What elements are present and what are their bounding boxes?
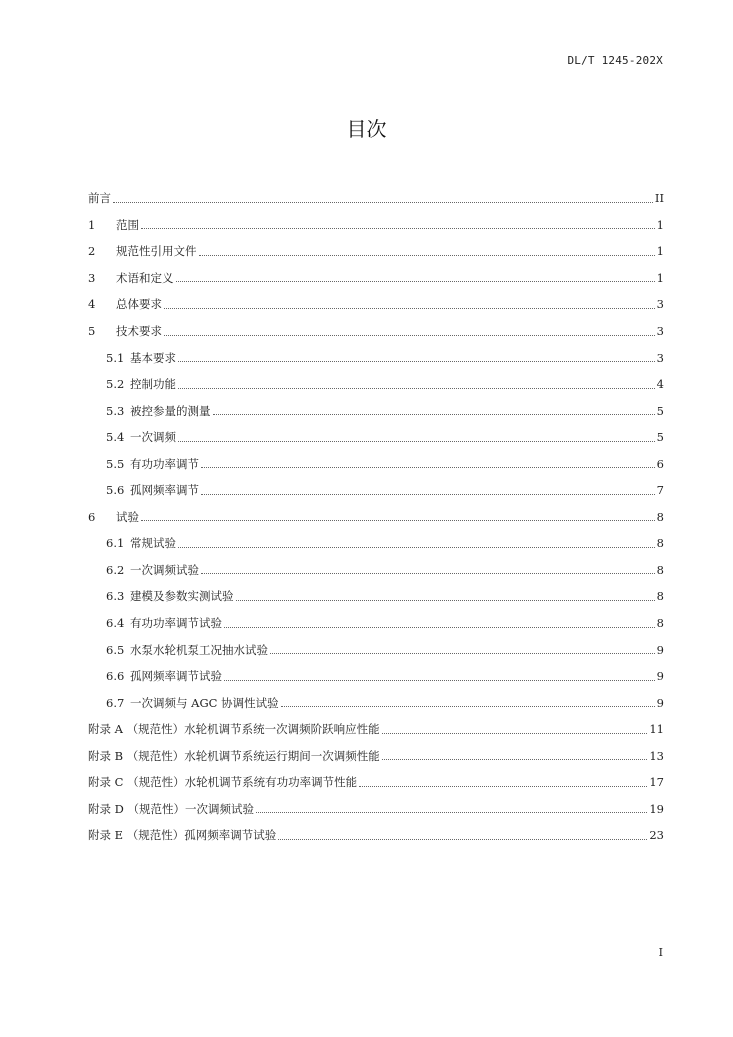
- toc-entry[interactable]: [88, 716, 664, 743]
- toc-entry-label: 范围: [116, 217, 139, 232]
- document-code: DL/T 1245-202X: [567, 54, 663, 67]
- toc-entry-label: 附录 E （规范性）孤网频率调节试验: [88, 828, 277, 843]
- toc-entry-label: 附录 A （规范性）水轮机调节系统一次调频阶跃响应性能: [88, 722, 380, 737]
- toc-entry-page: 1: [656, 217, 664, 232]
- toc-leader-dots: [199, 255, 655, 256]
- toc-entry[interactable]: [88, 212, 664, 239]
- toc-entry-label: 一次调频: [130, 430, 176, 445]
- toc-entry-page: 1: [656, 244, 664, 259]
- page-number: I: [658, 946, 663, 959]
- toc-entry[interactable]: [88, 318, 664, 345]
- toc-leader-dots: [201, 494, 655, 495]
- toc-entry[interactable]: [88, 610, 664, 637]
- toc-entry-label: 总体要求: [116, 297, 162, 312]
- toc-entry-page: 8: [656, 562, 664, 577]
- toc-entry-number: 5: [88, 324, 96, 338]
- toc-leader-dots: [178, 547, 655, 548]
- toc-leader-dots: [224, 680, 655, 681]
- toc-entry[interactable]: [88, 504, 664, 531]
- toc-entry[interactable]: [88, 583, 664, 610]
- toc-entry[interactable]: [88, 265, 664, 292]
- toc-entry-label: 建模及参数实测试验: [130, 589, 234, 604]
- toc-entry-page: 9: [656, 695, 664, 710]
- toc-entry-number: 6.5: [106, 642, 125, 657]
- toc-entry-label: 有功功率调节试验: [130, 616, 222, 631]
- toc-entry-label: 规范性引用文件: [116, 244, 197, 259]
- toc-entry-page: 8: [656, 536, 664, 551]
- toc-entry-page: 9: [656, 669, 664, 684]
- toc-entry-page: 8: [656, 589, 664, 604]
- toc-entry-page: 17: [649, 775, 664, 790]
- toc-leader-dots: [178, 361, 655, 362]
- toc-entry-label: 术语和定义: [116, 270, 174, 285]
- toc-entry-number: 5.5: [106, 456, 125, 471]
- toc-entry-number: 2: [88, 244, 96, 259]
- toc-entry-number: 6.3: [106, 589, 125, 604]
- toc-leader-dots: [178, 388, 655, 389]
- page-title: 目次: [346, 117, 387, 141]
- toc-leader-dots: [113, 202, 653, 203]
- toc-entry[interactable]: [88, 822, 664, 849]
- toc-entry[interactable]: [88, 238, 664, 265]
- toc-leader-dots: [141, 228, 655, 229]
- toc-entry-page: 5: [656, 430, 664, 445]
- toc-leader-dots: [256, 812, 647, 813]
- toc-entry-page: 5: [656, 403, 664, 418]
- toc-entry[interactable]: [88, 344, 664, 371]
- toc-entry-label: 基本要求: [130, 350, 176, 365]
- toc-entry-label: 附录 B （规范性）水轮机调节系统运行期间一次调频性能: [88, 748, 380, 763]
- toc-leader-dots: [201, 573, 655, 574]
- toc-entry-number: 6.2: [106, 562, 125, 577]
- toc-entry-page: 23: [649, 828, 664, 843]
- toc-entry-page: 7: [656, 483, 664, 498]
- toc-entry-page: 6: [656, 456, 664, 471]
- toc-entry[interactable]: [88, 769, 664, 796]
- toc-entry[interactable]: [88, 291, 664, 318]
- toc-leader-dots: [359, 786, 647, 787]
- toc-leader-dots: [278, 839, 647, 840]
- toc-entry-page: 8: [656, 616, 664, 631]
- toc-entry-number: 5.4: [106, 430, 125, 445]
- toc-leader-dots: [178, 441, 655, 442]
- toc-entry-label: 常规试验: [130, 536, 176, 551]
- toc-leader-dots: [224, 627, 655, 628]
- toc-entry-label: 前言: [88, 191, 111, 206]
- toc-entry-page: 1: [656, 270, 664, 285]
- toc-entry[interactable]: [88, 371, 664, 398]
- toc-leader-dots: [281, 706, 655, 707]
- toc-entry[interactable]: [88, 450, 664, 477]
- toc-entry-page: 11: [649, 722, 664, 737]
- toc-entry-label: 有功功率调节: [130, 456, 199, 471]
- toc-entry-label: 水泵水轮机泵工况抽水试验: [130, 642, 268, 657]
- toc-entry-label: 孤网频率调节: [130, 483, 199, 498]
- toc-entry-label: 技术要求: [116, 324, 162, 338]
- toc-leader-dots: [270, 653, 655, 654]
- toc-entry[interactable]: [88, 796, 664, 823]
- toc-entry-label: 一次调频试验: [130, 562, 199, 577]
- toc-entry-number: 5.3: [106, 403, 125, 418]
- toc-leader-dots: [164, 335, 655, 336]
- toc-entry-label: 附录 D （规范性）一次调频试验: [88, 801, 255, 816]
- toc-entry-number: 6.6: [106, 669, 125, 684]
- toc-entry-label: 控制功能: [130, 377, 176, 392]
- toc-entry[interactable]: [88, 663, 664, 690]
- toc-leader-dots: [164, 308, 655, 309]
- toc-leader-dots: [382, 733, 648, 734]
- toc-entry[interactable]: [88, 397, 664, 424]
- toc-entry-page: 13: [649, 748, 664, 763]
- toc-entry-label: 试验: [116, 509, 139, 524]
- toc-entry-page: 3: [656, 324, 664, 338]
- toc-entry[interactable]: [88, 530, 664, 557]
- toc-entry-number: 5.1: [106, 350, 125, 365]
- toc-leader-dots: [382, 759, 648, 760]
- toc-entry-page: 9: [656, 642, 664, 657]
- toc-entry[interactable]: [88, 557, 664, 584]
- table-of-contents: [88, 185, 664, 849]
- toc-entry-label: 孤网频率调节试验: [130, 669, 222, 684]
- toc-entry-page: 3: [656, 350, 664, 365]
- toc-entry-page: 3: [656, 297, 664, 312]
- toc-entry-page: 4: [656, 377, 664, 392]
- toc-entry-number: 3: [88, 270, 96, 285]
- toc-entry-label: 附录 C （规范性）水轮机调节系统有功功率调节性能: [88, 775, 358, 790]
- toc-leader-dots: [201, 467, 655, 468]
- toc-entry-number: 6.4: [106, 616, 125, 631]
- toc-leader-dots: [213, 414, 655, 415]
- toc-leader-dots: [176, 281, 655, 282]
- toc-entry[interactable]: [88, 477, 664, 504]
- toc-entry-number: 6.7: [106, 695, 125, 710]
- toc-entry-number: 5.6: [106, 483, 125, 498]
- toc-entry-number: 1: [88, 217, 96, 232]
- toc-entry-page: 8: [656, 509, 664, 524]
- toc-entry[interactable]: [88, 689, 664, 716]
- toc-entry-number: 6.1: [106, 536, 125, 551]
- toc-entry[interactable]: [88, 424, 664, 451]
- toc-entry[interactable]: [88, 742, 664, 769]
- toc-entry[interactable]: [88, 636, 664, 663]
- toc-leader-dots: [236, 600, 655, 601]
- toc-entry[interactable]: [88, 185, 664, 212]
- toc-entry-page: 19: [649, 801, 664, 816]
- toc-leader-dots: [141, 520, 655, 521]
- toc-entry-number: 6: [88, 509, 96, 524]
- toc-entry-number: 4: [88, 297, 96, 312]
- toc-entry-label: 一次调频与 AGC 协调性试验: [130, 695, 279, 710]
- toc-entry-label: 被控参量的测量: [130, 403, 211, 418]
- toc-entry-number: 5.2: [106, 377, 125, 392]
- toc-entry-page: II: [654, 191, 664, 206]
